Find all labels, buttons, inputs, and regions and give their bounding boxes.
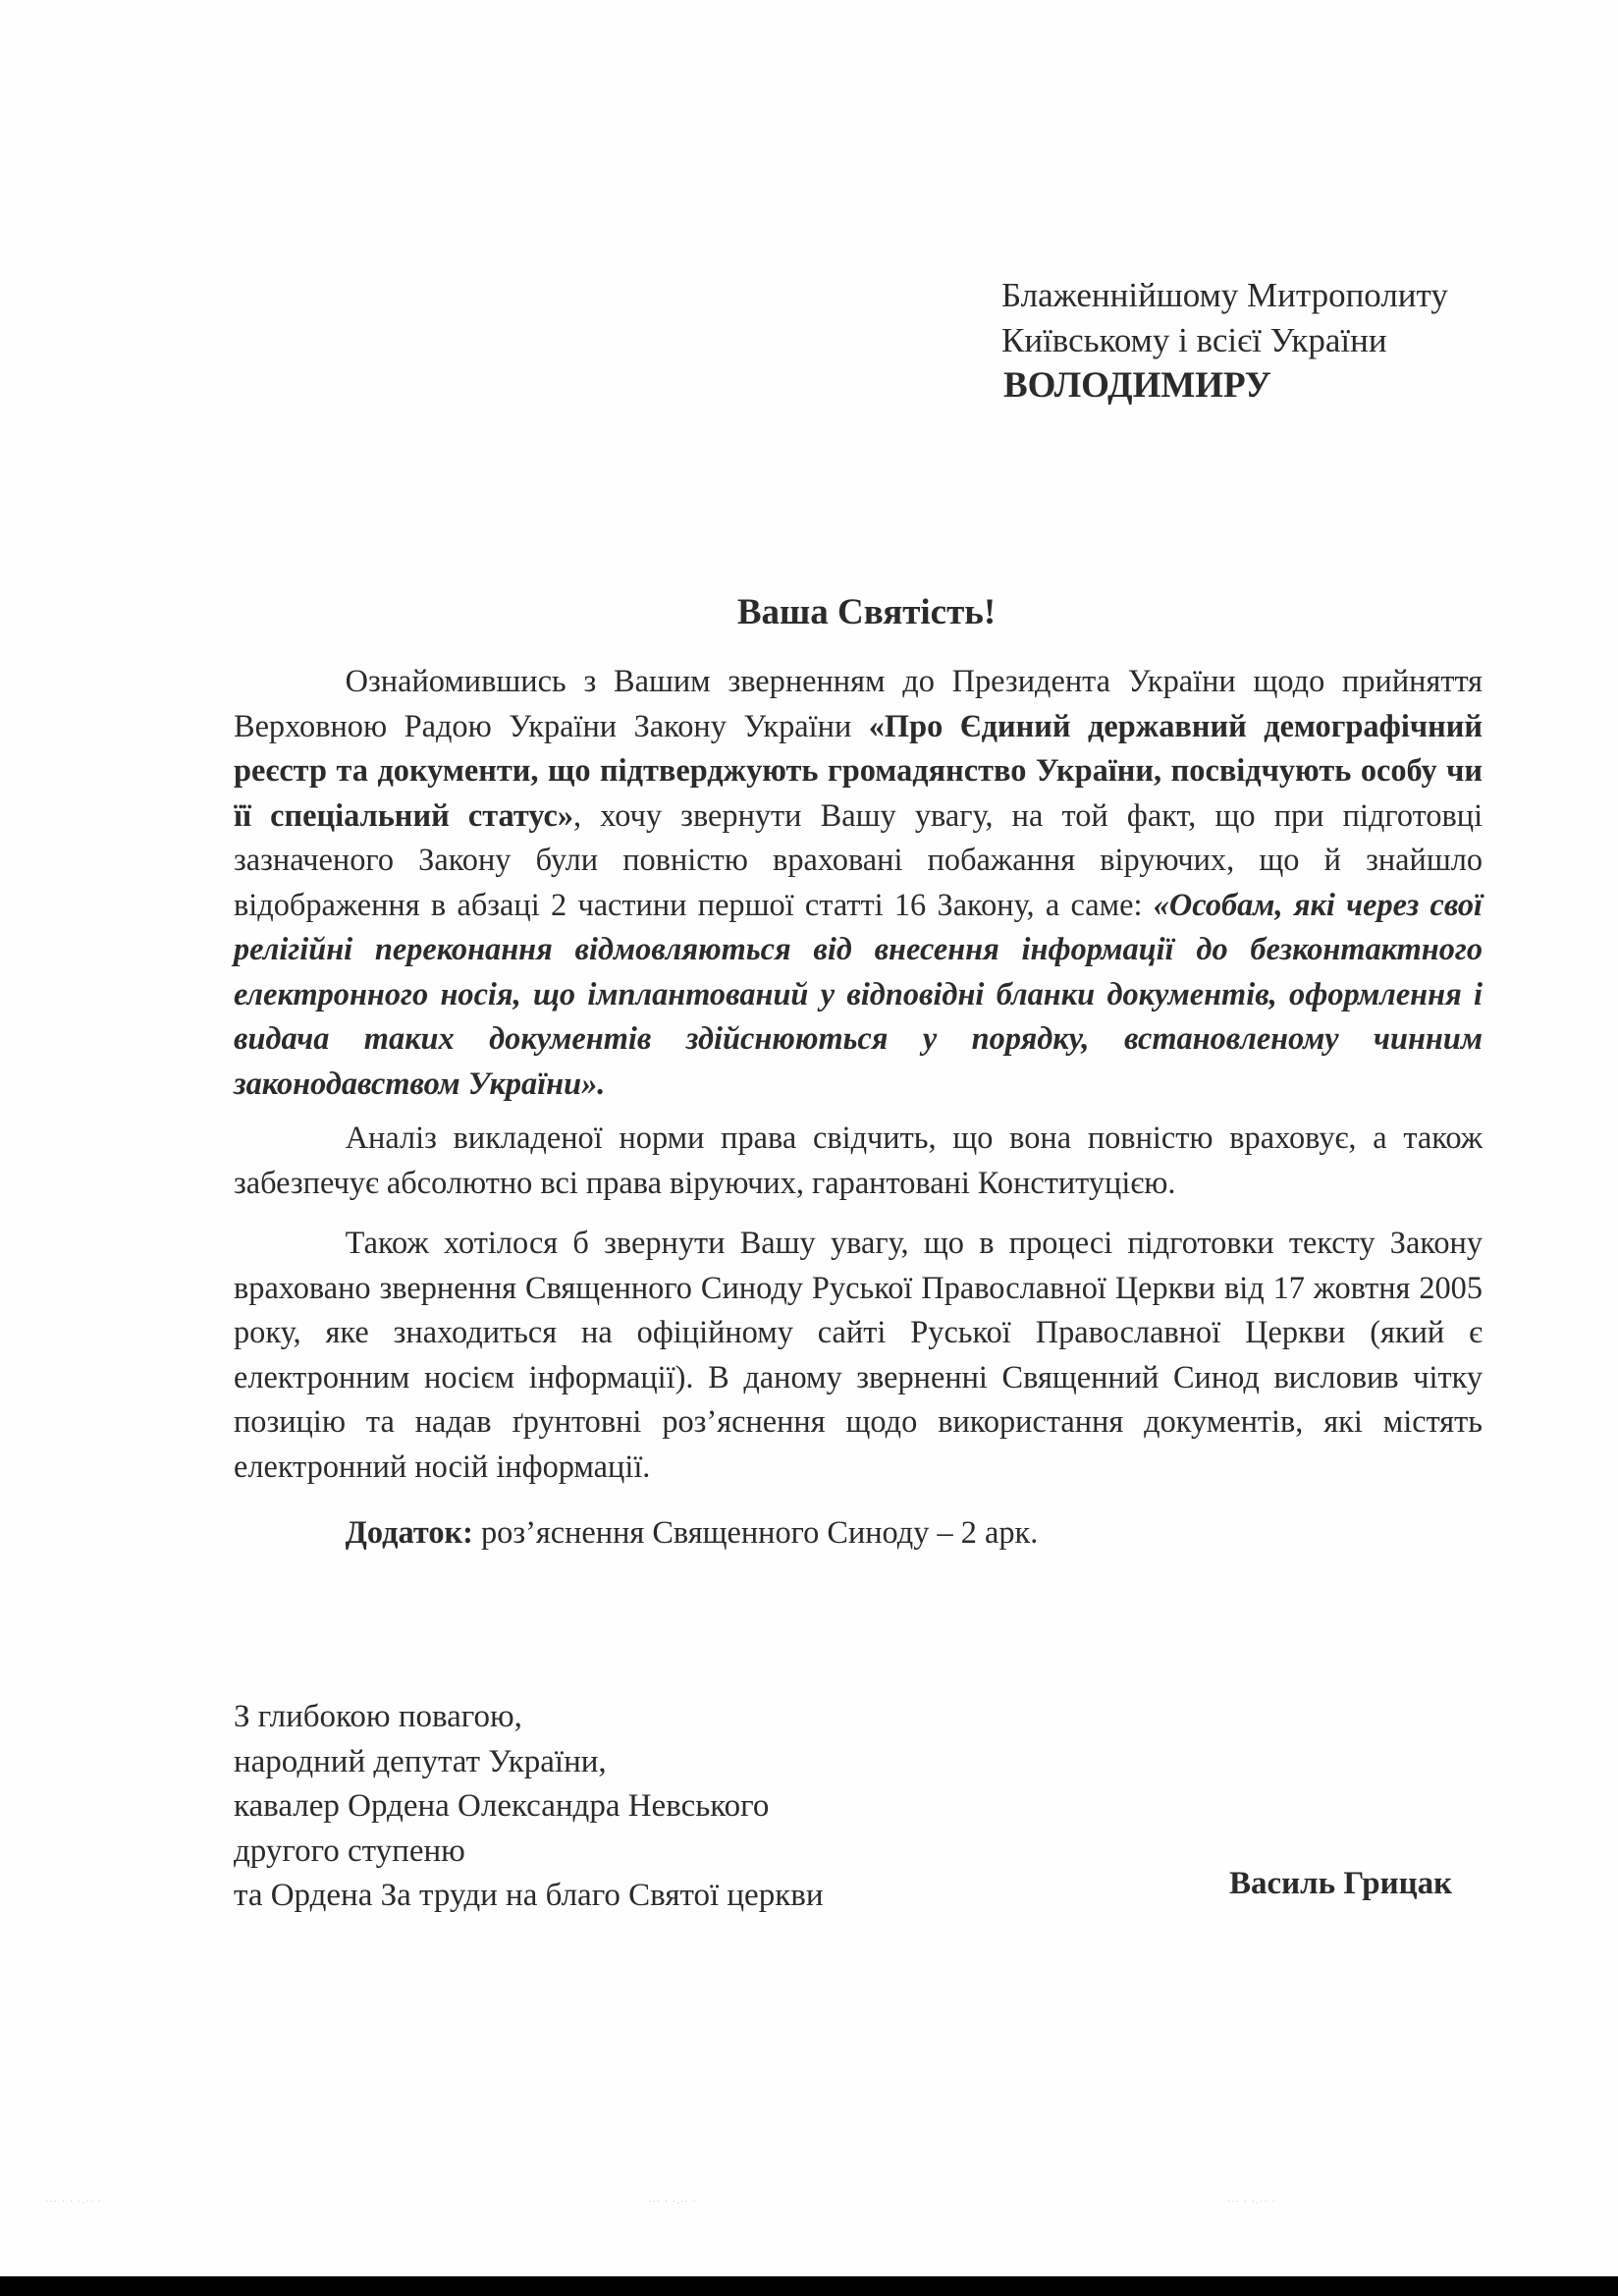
addressee-name: ВОЛОДИМИРУ (1003, 365, 1271, 406)
scan-artifact: ··· · · ·.·· · (45, 2196, 102, 2207)
attachment-label: Додаток: (345, 1515, 473, 1551)
scan-border (0, 2276, 1618, 2296)
salutation-heading: Ваша Святість! (736, 592, 997, 632)
closing-line: народний депутат України, (234, 1743, 607, 1779)
attachment-text: роз’яснення Священного Синоду – 2 арк. (472, 1515, 1039, 1551)
closing-block (234, 1695, 823, 1919)
law-quote: «Особам, які через свої релігійні переконання відмовляються від внесення інформації до безконтактного електронного носія, що імплантований у відповідні бланки документів, оформлення і видача таких документів здійснюються у порядку, встановленому чинним законодавством України». (234, 887, 1483, 1102)
closing-line: З глибокою повагою, (234, 1699, 522, 1734)
intro-middle: , хочу звернути Вашу увагу, на той факт, що при підготовці зазначеного Закону були повністю враховані побажання віруючих, що й знайшло відображення в абзаці 2 частини першої статті 16 Закону, а саме: (234, 797, 1483, 923)
letter-body (234, 660, 1483, 1557)
signature-name: Василь Грицак (1229, 1866, 1453, 1901)
attachment-note (234, 1511, 1483, 1557)
intro-text: Ознайомившись з Вашим зверненням до Президента України щодо прийняття Верховною Радою України Закону України (234, 664, 1483, 744)
closing-line: другого ступеню (234, 1832, 465, 1869)
closing-line: кавалер Ордена Олександра Невського (234, 1788, 770, 1824)
scan-artifact: ··· · ·.·· · (1227, 2196, 1276, 2207)
paragraph-intro (234, 660, 1483, 1107)
paragraph-synod: Також хотілося б звернути Вашу увагу, що в процесі підготовки тексту Закону враховано звернення Священного Синоду Руської Православної Церкви від 17 жовтня 2005 року, яке знаходиться на офіційному сайті Руської Православної Церкви (який є електронним носієм інформації). В даному зверненні Священний Синод висловив чітку позицію та надав ґрунтовні роз’яснення щодо використання документів, які містять електронний носій інформації. (234, 1226, 1483, 1485)
addressee-title: Блаженнійшому Митрополиту (1001, 276, 1448, 314)
law-title: «Про Єдиний державний демографічний реєстр та документи, що підтверджують громадянство України, посвідчують особу чи її спеціальний статус» (234, 708, 1483, 834)
closing-line: та Ордена За труди на благо Святої церкви (234, 1878, 824, 1913)
scan-artifact: ··· · ·.·· · (648, 2196, 697, 2207)
paragraph-analysis: Аналіз викладеної норми права свідчить, що вона повністю враховує, а також забезпечує абсолютно всі права віруючих, гарантовані Конституцією. (234, 1121, 1483, 1201)
addressee-see: Київському і всієї України (1001, 321, 1387, 359)
addressee-block (1001, 273, 1448, 409)
